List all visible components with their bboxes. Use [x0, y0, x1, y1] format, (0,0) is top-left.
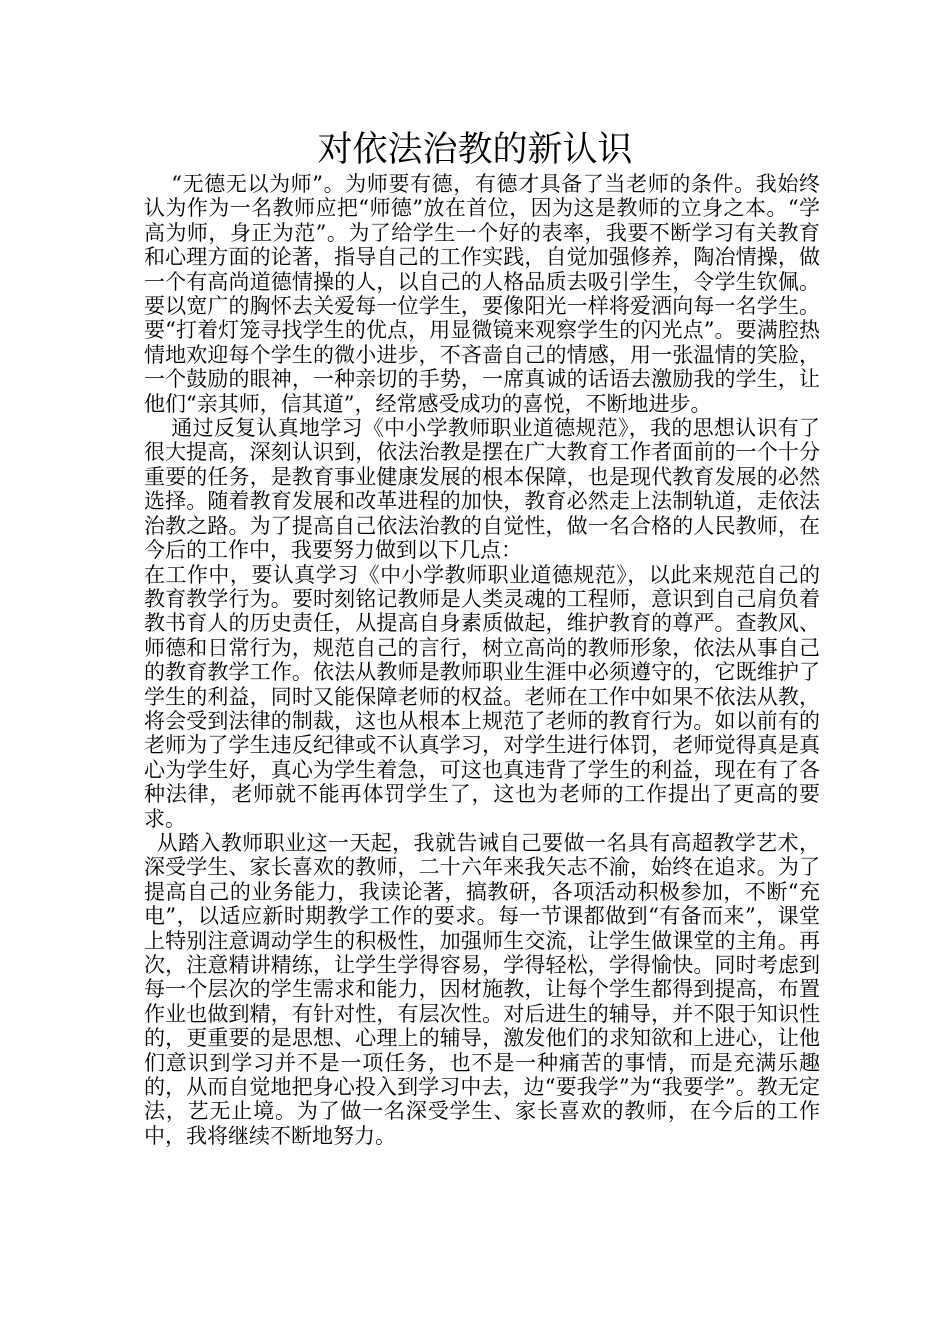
paragraph-3: 在工作中，要认真学习《中小学教师职业道德规范》，以此来规范自己的教育教学行为。要时刻铭记教师是人类灵魂的工程师，意识到自己肩负着教书育人的历史责任，从提高自身素质做起，维护教育的尊严。查教风、师德和日常行为，规范自己的言行，树立高尚的教师形象，依法从事自己的教育教学工作。依法从教师是教师职业生涯中必须遵守的，它既维护了学生的利益，同时又能保障老师的权益。老师在工作中如果不依法从教，将会受到法律的制裁，这也从根本上规范了老师的教育行为。如以前有的老师为了学生违反纪律或不认真学习，对学生进行体罚，老师觉得真是真心为学生好，真心为学生着急，可这也真违背了学生的利益，现在有了各种法律，老师就不能再体罚学生了，这也为老师的工作提出了更高的要求。: [144, 562, 820, 831]
paragraph-4: 从踏入教师职业这一天起，我就告诫自己要做一名具有高超教学艺术，深受学生、家长喜欢的教师，二十六年来我矢志不渝，始终在追求。为了提高自己的业务能力，我读论著，搞教研，各项活动积极参加，不断“充电”，以适应新时期教学工作的要求。每一节课都做到“有备而来”，课堂上特别注意调动学生的积极性，加强师生交流，让学生做课堂的主角。再次，注意精讲精练，让学生学得容易，学得轻松，学得愉快。同时考虑到每一个层次的学生需求和能力，因材施教，让每个学生都得到提高，布置作业也做到精，有针对性，有层次性。对后进生的辅导，并不限于知识性的，更重要的是思想、心理上的辅导，激发他们的求知欲和上进心，让他们意识到学习并不是一项任务，也不是一种痛苦的事情，而是充满乐趣的，从而自觉地把身心投入到学习中去，边“要我学”为“我要学”。教无定法，艺无止境。为了做一名深受学生、家长喜欢的教师，在今后的工作中，我将继续不断地努力。: [144, 830, 820, 1148]
paragraph-1: “无德无以为师”。为师要有德，有德才具备了当老师的条件。我始终认为作为一名教师应把“师德”放在首位，因为这是教师的立身之本。“学高为师，身正为范”。为了给学生一个好的表率，我要不断学习有关教育和心理方面的论著，指导自己的工作实践，自觉加强修养，陶冶情操，做一个有高尚道德情操的人，以自己的人格品质去吸引学生，令学生钦佩。要以宽广的胸怀去关爱每一位学生，要像阳光一样将爱洒向每一名学生。要“打着灯笼寻找学生的优点，用显微镜来观察学生的闪光点”。要满腔热情地欢迎每个学生的微小进步，不吝啬自己的情感，用一张温情的笑脸，一个鼓励的眼神，一种亲切的手势，一席真诚的话语去激励我的学生，让他们“亲其师，信其道”，经常感受成功的喜悦，不断地进步。: [144, 172, 820, 416]
document-body: [144, 172, 820, 1148]
paragraph-2: 通过反复认真地学习《中小学教师职业道德规范》，我的思想认识有了很大提高，深刻认识到，依法治教是摆在广大教育工作者面前的一个十分重要的任务，是教育事业健康发展的根本保障，也是现代教育发展的必然选择。随着教育发展和改革进程的加快，教育必然走上法制轨道，走依法治教之路。为了提高自己依法治教的自觉性，做一名合格的人民教师，在今后的工作中，我要努力做到以下几点：: [144, 416, 820, 563]
page-title: 对依法治教的新认识: [317, 130, 633, 170]
